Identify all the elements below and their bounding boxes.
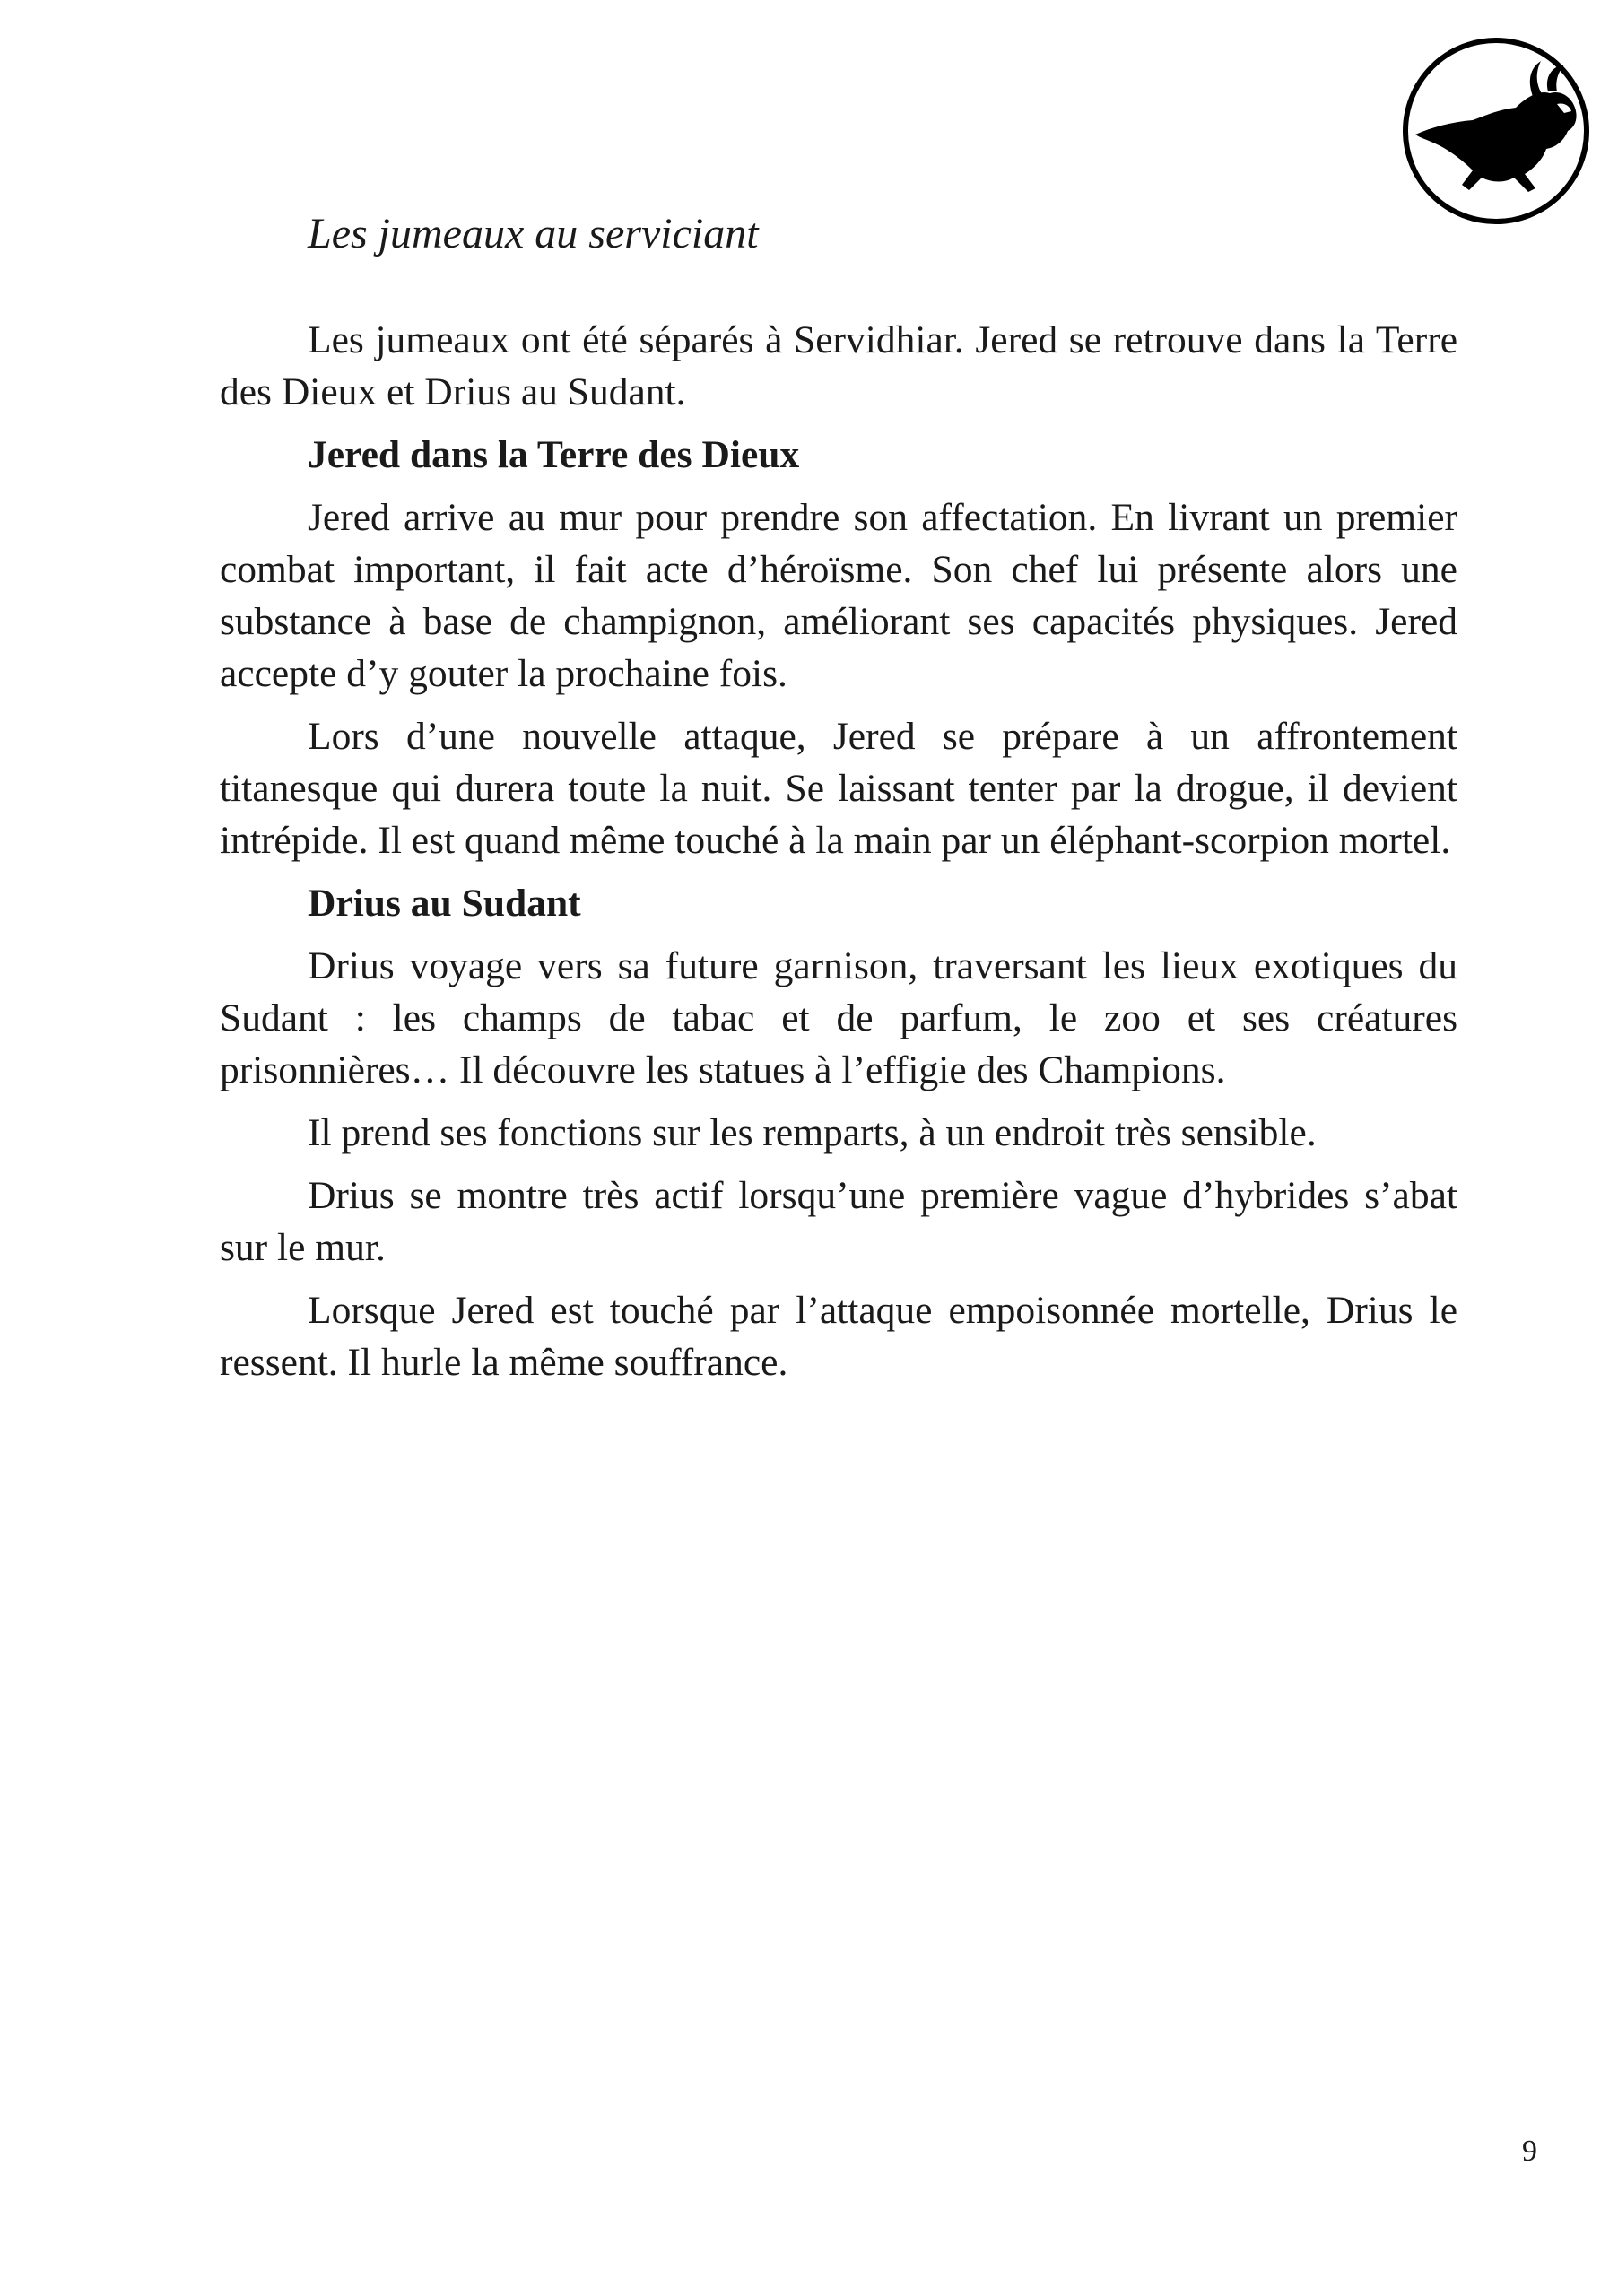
page-number: 9 bbox=[1522, 2135, 1537, 2168]
chapter-title: Les jumeaux au serviciant bbox=[308, 210, 759, 257]
paragraph-jered-arrival: Jered arrive au mur pour prendre son affectation. En livrant un premier combat important, il fait acte d’héroïsme. Son chef lui présente alors une substance à base de champignon, améliorant ses capacités physiques. Jered accepte d’y gouter la prochaine fois. bbox=[220, 496, 1457, 696]
paragraph-drius-post: Il prend ses fonctions sur les remparts, à un endroit très sensible. bbox=[308, 1111, 1317, 1155]
page-body bbox=[220, 206, 1457, 1399]
chapter-emblem bbox=[1399, 34, 1593, 228]
leaping-creature-emblem-icon bbox=[1399, 34, 1593, 228]
section-heading-jered: Jered dans la Terre des Dieux bbox=[308, 433, 800, 477]
paragraph-intro: Les jumeaux ont été séparés à Servidhiar. Jered se retrouve dans la Terre des Dieux et Drius au Sudant. bbox=[220, 318, 1457, 414]
paragraph-drius-voyage: Drius voyage vers sa future garnison, traversant les lieux exotiques du Sudant : les champs de tabac et de parfum, le zoo et ses créatures prisonnières… Il découvre les statues à l’effigie des Champions. bbox=[220, 944, 1457, 1092]
paragraph-drius-feels: Lorsque Jered est touché par l’attaque empoisonnée mortelle, Drius le ressent. Il hurle la même souffrance. bbox=[220, 1289, 1457, 1385]
paragraph-drius-active: Drius se montre très actif lorsqu’une première vague d’hybrides s’abat sur le mur. bbox=[220, 1174, 1457, 1270]
paragraph-jered-attack: Lors d’une nouvelle attaque, Jered se prépare à un affrontement titanesque qui durera toute la nuit. Se laissant tenter par la drogue, il devient intrépide. Il est quand même touché à la main par un éléphant-scorpion mortel. bbox=[220, 715, 1457, 863]
section-heading-drius: Drius au Sudant bbox=[308, 882, 581, 926]
